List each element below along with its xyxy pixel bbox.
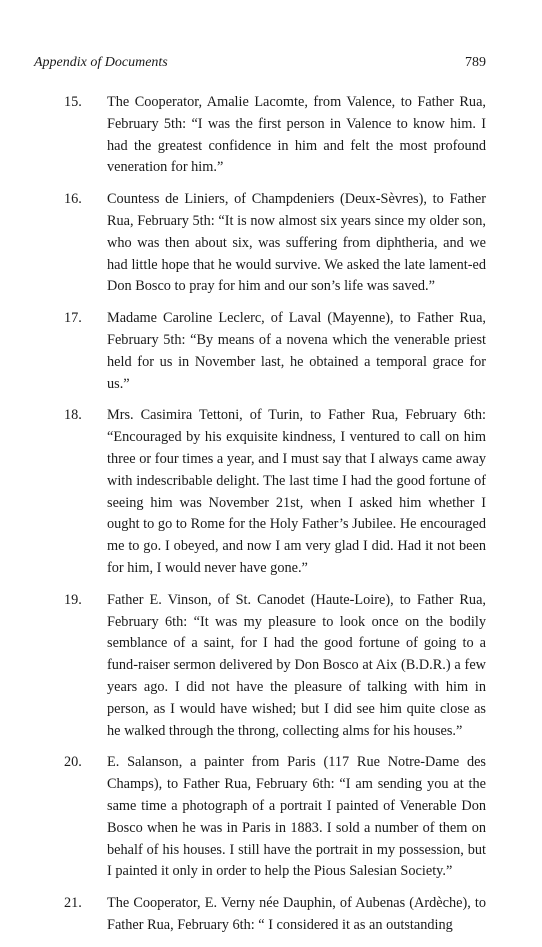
item-number: 17. (64, 310, 82, 327)
list-item (64, 405, 486, 579)
list-item (64, 752, 486, 883)
item-text: E. Salanson, a painter from Paris (117 Rue Notre-Dame des Champs), to Father Rua, February 6th: “I am sending you at the same time a photograph of a portrait I painted of Venerable Don Bosco when he was in Paris in 1883. I sold a number of them on behalf of his houses. I still have the portrait in my possession, but I painted it only in order to help the Pious Salesian Society.” (107, 754, 486, 880)
testimony-list (64, 92, 486, 947)
list-item (64, 308, 486, 395)
page-number: 789 (465, 55, 486, 70)
list-item (64, 590, 486, 743)
running-head (34, 54, 486, 72)
item-number: 18. (64, 407, 82, 424)
item-text: Mrs. Casimira Tettoni, of Turin, to Father Rua, February 6th: “Encouraged by his exquisite kindness, I ventured to call on him three or four times a year, and I must say that I always came away with indescribable delight. The last time I had the good fortune of seeing him was November 21st, when I asked him whether I ought to go to Rome for the Holy Father’s Jubilee. He encouraged me to go. I obeyed, and now I am very glad I did. Had it not been for him, I would never have gone.” (107, 407, 486, 576)
item-text: Father E. Vinson, of St. Canodet (Haute-Loire), to Father Rua, February 6th: “It was my pleasure to look once on the bodily semblance of a saint, for I had the good fortune of going to a fund-raiser sermon delivered by Don Bosco at Aix (B.D.R.) a few years ago. I did not have the pleasure of talking with him in person, as I would have wished; but I did see him quite close as he walked through the throng, collecting alms for his houses.” (107, 591, 486, 739)
item-number: 15. (64, 94, 82, 110)
list-item (64, 92, 486, 179)
item-number: 16. (64, 191, 82, 208)
list-item (64, 189, 486, 298)
item-text: Madame Caroline Leclerc, of Laval (Mayenne), to Father Rua, February 5th: “By means of a novena which the venerable priest held for us in November last, he obtained a temporal grace for us.” (107, 310, 486, 392)
list-item (64, 893, 486, 937)
item-text: Countess de Liniers, of Champdeniers (Deux-Sèvres), to Father Rua, February 5th: “It is now almost six years since my older son, who was then about six, was suffering from diphtheria, and we had little hope that he would survive. We asked the late lament-ed Don Bosco to pray for him and our son’s life was saved.” (107, 191, 486, 295)
running-head-title: Appendix of Documents (34, 55, 168, 70)
item-number: 19. (64, 591, 82, 608)
item-text: The Cooperator, E. Verny née Dauphin, of Aubenas (Ardèche), to Father Rua, February 6th: “ I considered it as an outstanding (107, 895, 486, 933)
item-number: 20. (64, 754, 82, 771)
item-text: The Cooperator, Amalie Lacomte, from Valence, to Father Rua, February 5th: “I was the first person in Valence to know him. I had the greatest confidence in him and felt the most profound veneration for him.” (107, 94, 486, 176)
item-number: 21. (64, 895, 82, 912)
